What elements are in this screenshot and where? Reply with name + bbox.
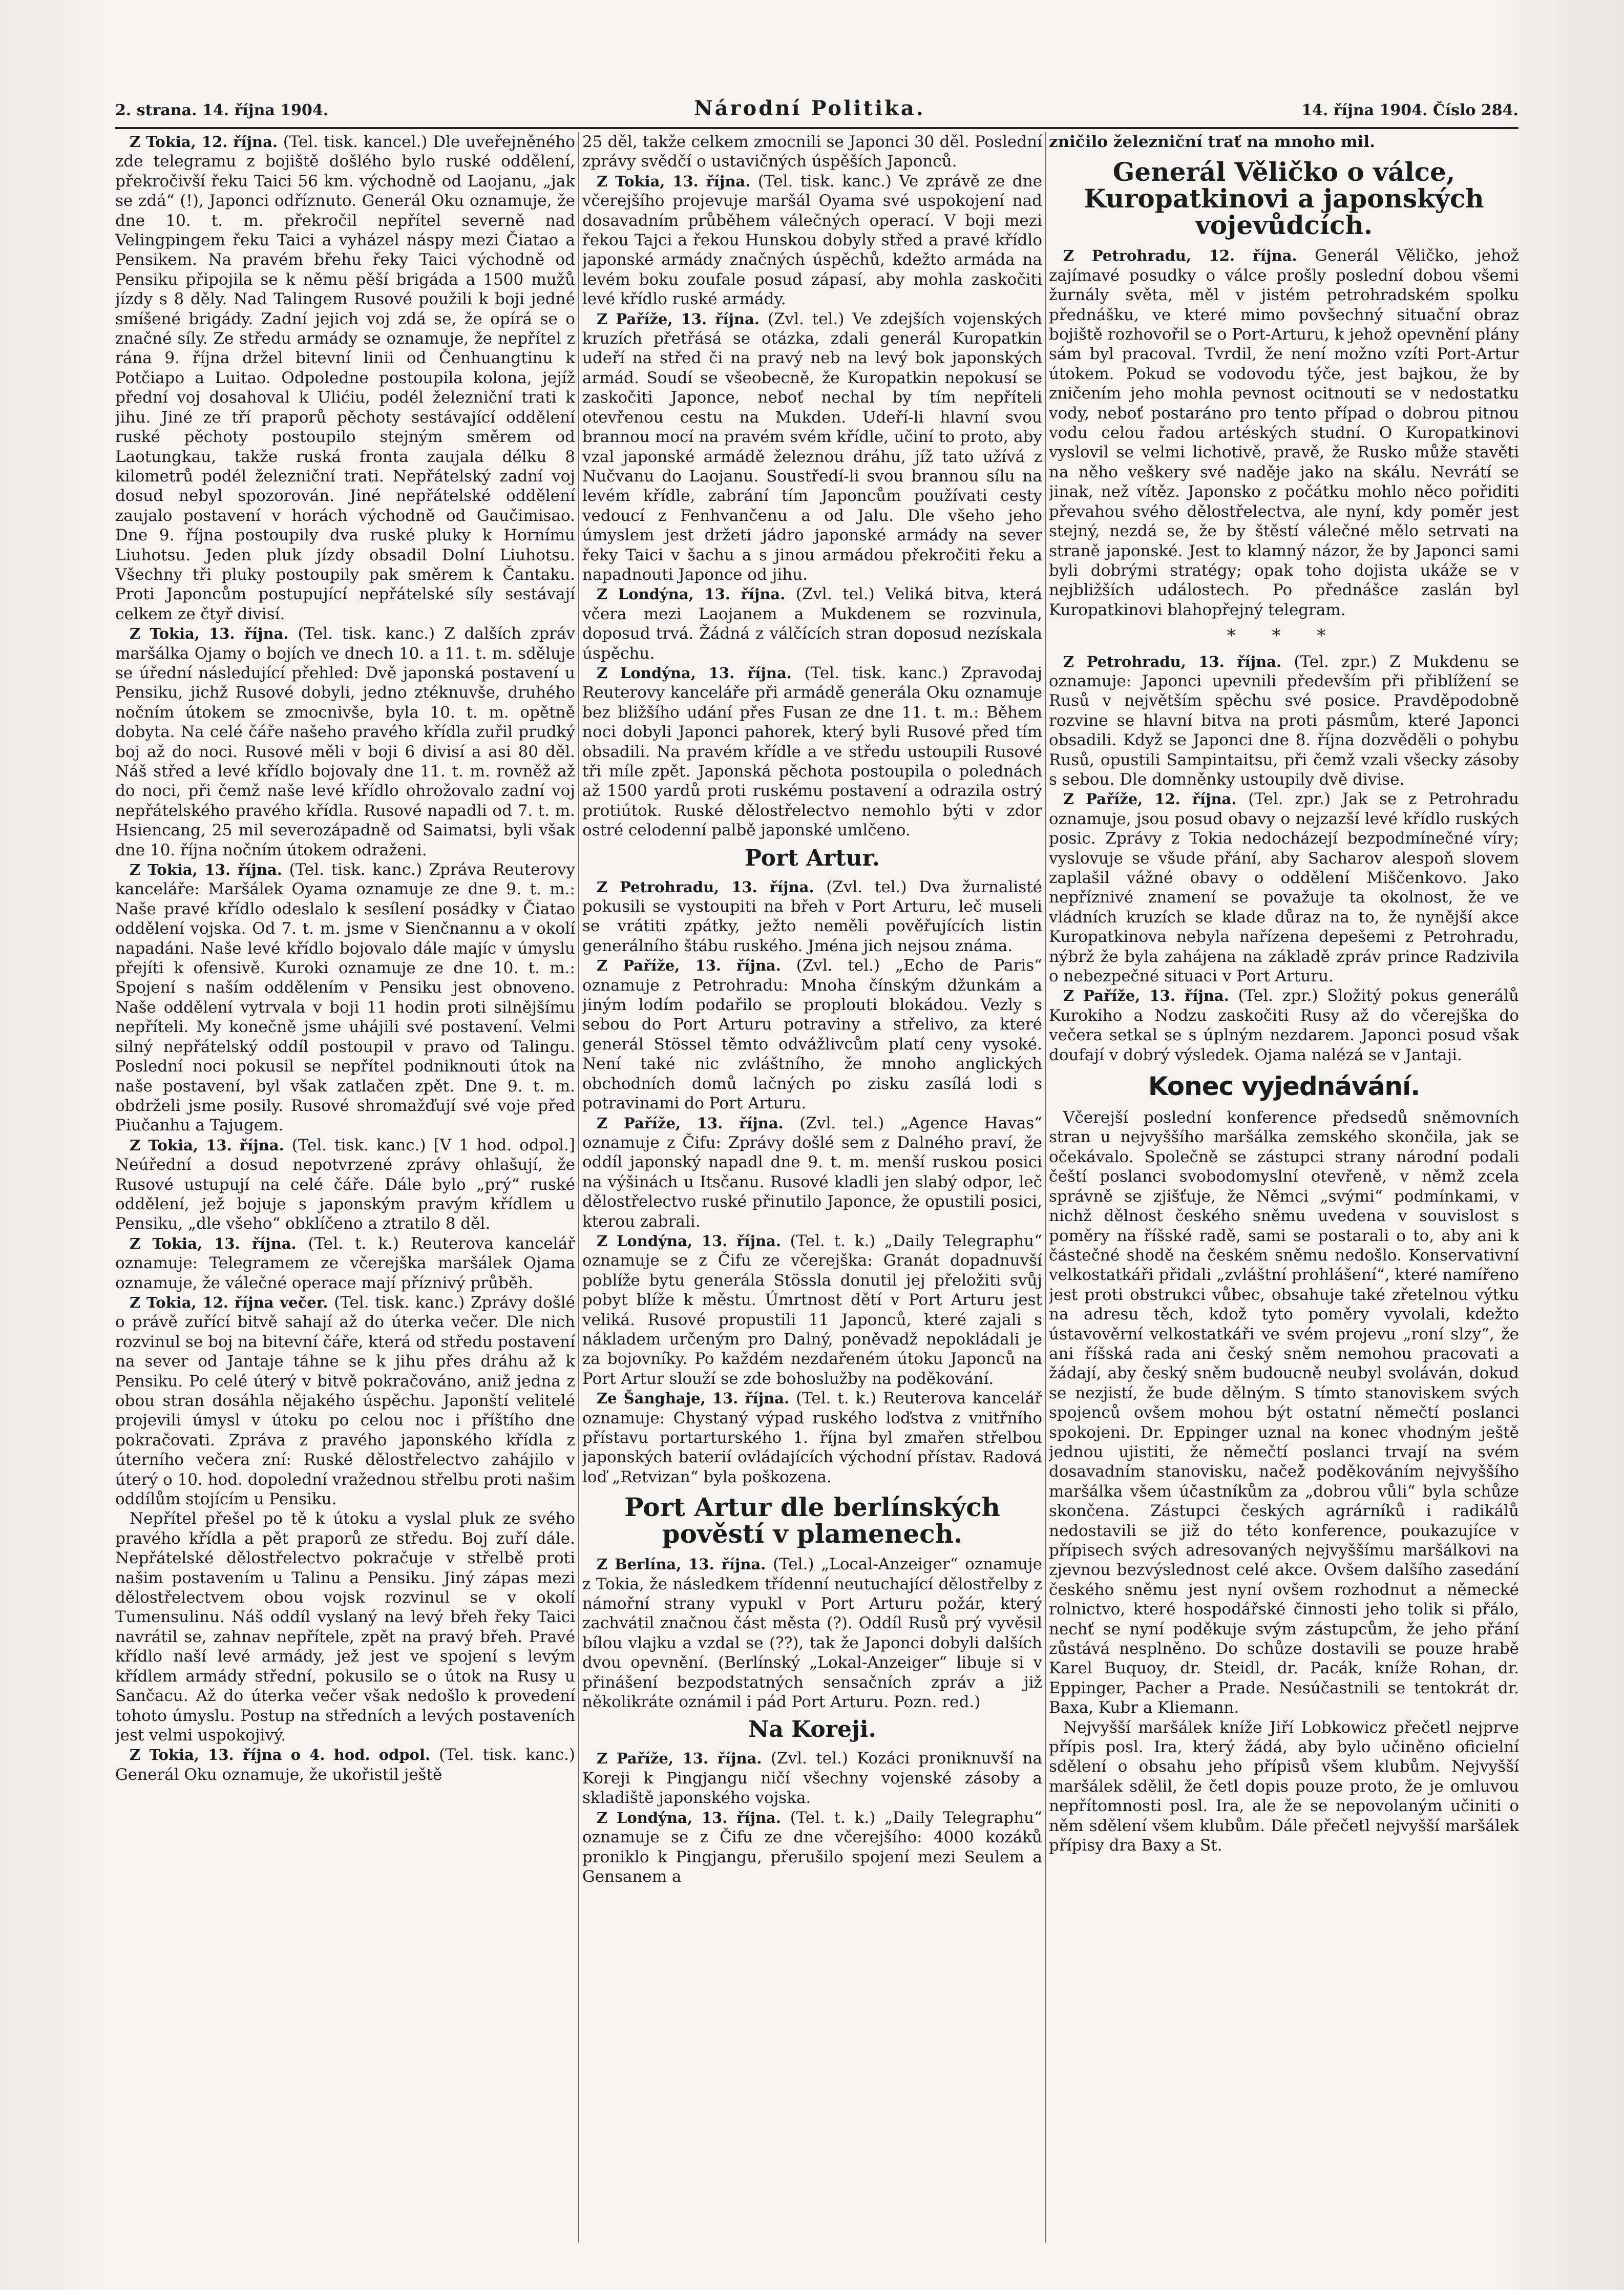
article-paragraph (1049, 246, 1519, 620)
dateline: Z Londýna, 13. října. (597, 1232, 781, 1250)
paragraph-text: (Tel. tisk. kanc.) Generál Oku oznamuje, že ukořistil ještě (115, 1746, 575, 1784)
article-paragraph (115, 1136, 575, 1234)
article-paragraph: Nepřítel přešel po tě k útoku a vyslal pluk ze svého pravého křídla a pět praporů ze středu. Boj zuří dále. Nepřátelské dělostřelectvo pokračuje v střelbě proti našim postavením u Talinu a Pensiku. Jiný zápas mezi dělostřelectvem obou vojsk rozvinul se v okolí Tumensulinu. Náš oddíl vyslaný na levý břeh řeky Taici navrátil se, zahnav nepřítele, zpět na pravý břeh. Pravé křídlo naší levé armády, jež jest ve spojení s levým křídlem armády střední, pokusilo se o útok na Rusy u Sančacu. Až do úterka večer však nedošlo k provedení tohoto úmyslu. Postup na středních a levých postaveních jest velmi uspokojivý. (115, 1509, 575, 1745)
article-paragraph (582, 1808, 1042, 1887)
article-paragraph (115, 860, 575, 1136)
article-paragraph (582, 172, 1042, 309)
section-heading: Port Artur dle berlínských pověstí v plamenech. (624, 1492, 1001, 1549)
paragraph-text: (Zvl. tel.) Veliká bitva, která včera mezi Laojanem a Mukdenem se rozvinula, doposud trvá. Žádná z válčících stran doposud nezískala úspěchu. (582, 585, 1042, 663)
dateline: Z Berlína, 13. října. (597, 1556, 766, 1573)
paragraph-text: (Tel. tisk. kanc.) Zprávy došlé o právě zuřící bitvě sahají až do úterka večer. Dle nich rozvinul se boj na bitevní čáře, která od středu postavení na sever od Jantaje táhne se k jihu přes dráhu až k Pensiku. Po celé úterý v bitvě pokračováno, aniž jedna z obou stran dosáhla nějakého úspěchu. Japonští velitelé projevili úmysl v útoku po celou noc i příštího dne pokračovati. Zpráva z pravého japonského křídla z úterního večera zní: Ruské dělostřelectvo zahájilo v úterý o 10. hod. dopolední vražednou střelbu proti našim oddílům stojícím u Pensiku. (115, 1293, 575, 1509)
paragraph-text: (Zvl. tel.) Kozáci proniknuvší na Koreji k Pingjangu ničí všechny vojenské zásoby a skladiště japonského vojska. (582, 1749, 1042, 1808)
article-paragraph (115, 132, 575, 624)
column-1 (115, 132, 575, 2247)
dateline: Z Tokia, 13. října o 4. hod. odpol. (130, 1746, 431, 1764)
article-paragraph: Včerejší poslední konference předsedů sněmovních stran u nejvyššího maršálka zemského skončila, jak se očekávalo. Společně se zástupci strany národní podali čeští poslanci svobodomyslní otevřeně, v němž zcela správně se zjišťuje, že Němci „svými“ podmínkami, v nichž dělnost českého sněmu uvedena v souvislost s poměry na říšské radě, sami se postarali o to, aby ani k částečné shodě na českém sněmu nedošlo. Konservativní velkostatkáři přidali „zvláštní prohlášení“, které namířeno jest proti obstrukci vůbec, obsahuje také zřetelnou výtku na adresu těch, kdož tyto poměry vyvolali, kdežto ústavověrní velkostatkáři ve svém projevu „roní slzy“, že ani říšská rada ani český sněm nemohou pracovati a žádají, aby český sněm budoucně neubyl svoláván, dokud se nezjistí, že bude dělným. S tímto stanoviskem svých spojenců ovšem mohou být ostatní němečtí poslanci spokojeni. Dr. Eppinger uznal na konec vhodným ještě jednou ujistiti, že němečtí poslanci trvají na svém dosavadním stanovisku, načež poděkováním nejvyššího maršálka všem účastníkům za „dobrou vůli“ byla schůze skončena. Zástupci českých agrárníků i radikálů nedostavili se již do této konference, poukazujíce v přípisech svých adresovaných nejvyššímu maršálkovi na zjevnou bezvýslednost celé akce. Ovšem dalšího zasedání českého sněmu jest nyní ovšem rozhodnut a německé rolnictvo, které hospodářské činnosti jeho tolik si přálo, nechť se nyní poděkuje svým zástupcům, že jeho přání zůstává nesplněno. Do schůze dostavili se pouze hrabě Karel Buquoy, dr. Steidl, dr. Pacák, kníže Rohan, dr. Eppinger, Pacher a Prade. Nesúčastnili se tentokrát dr. Baxa, Kubr a Kliemann. (1049, 1108, 1519, 1717)
header-rule (115, 127, 1518, 129)
paragraph-text: (Tel. tisk. kanc.) Zpráva Reuterovy kanceláře: Maršálek Oyama oznamuje ze dne 9. t. m.: Naše pravé křídlo odeslalo k sesílení posádky v Čiatao oddělení vojska. Od 7. t. m. jsme v Sienčnannu a v okolí napadáni. Naše levé křídlo bojovalo dále majíc v úmyslu přejíti k ofensivě. Kuroki oznamuje ze dne 10. t. m.: Spojení s naším oddělením v Pensiku jest obnoveno. Naše oddělení vytrvala v boji 11 hodin proti silnějšímu nepříteli. My konečně jsme uhájili své postavení. Velmi silný nepřátelský oddíl postoupil v pravo od Talingu. Poslední noci pokusil se nepřítel podniknouti útok na naše postavení, byl však zatlačen zpět. Dne 9. t. m. obdrželi jsme posily. Rusové shromažďují své voje před Piučanhu a Tajugem. (115, 860, 575, 1135)
article-paragraph (582, 1389, 1042, 1487)
column-divider (1045, 132, 1046, 2242)
paragraph-text: (Zvl. tel.) Ve zdejších vojenských kruzích přetřásá se otázka, zdali generál Kuropatkin udeří na střed či na pravý neb na levý bok japonských armád. Soudí se všeobecně, že Kuropatkin nepokusí se zaskočiti Japonce, neboť nechal by tím nepříteli otevřenou cestu na Mukden. Udeří-li hlavní svou brannou mocí na pravém svém křídle, učiní to proto, aby vzal japonské armádě železnou dráhu, jíž tato užívá z Nučvanu do Laojanu. Soustředí-li svou brannou sílu na levém křídle, zabrání tím Japoncům používati cesty vedoucí z Fenhvančenu a od Jalu. Dle všeho jeho úmyslem jest držeti jádro japonské armády na sever řeky Taici v šachu a s jinou armádou překročiti řeku a napadnouti Japonce od jihu. (582, 309, 1042, 584)
paragraph-text: (Zvl. tel.) Dva žurnalisté pokusili se vystoupiti na břeh v Port Arturu, leč museli se vrátiti zpátky, ježto neměli pověřujících listin generálního štábu ruského. Jména jich nejsou známa. (582, 877, 1042, 955)
article-paragraph (115, 1293, 575, 1509)
paragraph-text: (Tel. zpr.) Složitý pokus generálů Kurokiho a Nodzu zaskočiti Rusy až do včerejška do večera setkal se s úplným nezdarem. Japonci posud však doufají v dobrý výsledek. Ojama nalézá se v Jantaji. (1049, 986, 1519, 1064)
dateline: Z Petrohradu, 13. října. (1063, 653, 1282, 670)
paragraph-text: (Tel. zpr.) Z Mukdenu se oznamuje: Japonci upevnili především při přiblížení se Rusů v největším spěchu své posice. Pravděpodobně rozvine se hlavní bitva na proti pásmům, které Japonci obsadili. Když se Japonci dne 8. října dozvěděli o pohybu Rusů, opustili Sampintaitsu, při čemž vzali všecky zásoby s sebou. Dle domněnky ustoupily dvě divise. (1049, 652, 1519, 789)
article-paragraph (582, 1114, 1042, 1231)
paragraph-text: (Tel. t. k.) Reuterova kancelář oznamuje: Chystaný výpad ruského loďstva z vnitřního přístavu portarturského 1. října byl zmařen střelbou japonských baterií ovládajících východní přístav. Radová loď „Retvizan“ byla poškozena. (582, 1389, 1042, 1486)
article-paragraph (1049, 789, 1519, 986)
paragraph-text: (Tel. tisk. kanc.) Ve zprávě ze dne včerejšího projevuje maršál Oyama své uspokojení nad dosavadním průběhem válečných operací. V boji mezi řekou Tajci a řekou Hunskou dobyly střed a pravé křídlo japonské armády značných úspěchů, kdežto armáda na levém boku zoufale posud zápasí, aby mohla zaskočiti levé křídlo ruské armády. (582, 172, 1042, 309)
dateline: Z Paříže, 13. října. (597, 957, 781, 975)
page-header-right: 14. října 1904. Číslo 284. (1301, 101, 1518, 119)
dateline: Z Londýna, 13. října. (597, 1809, 781, 1826)
dateline: Z Tokia, 12. října. (130, 133, 278, 151)
article-paragraph (582, 1231, 1042, 1389)
article-paragraph (115, 1745, 575, 1784)
column-3 (1049, 132, 1519, 2247)
article-paragraph: Nejvyšší maršálek kníže Jiří Lobkowicz přečetl nejprve přípis posl. Ira, který žádá, aby bylo učiněno oficielní sdělení o obsahu jeho přípisů všem klubům. Nejvyšší maršálek sdělil, že četl dopis pouze proto, že je omluvou nepřítomnosti posl. Ira, ale že se nepovolaným učiniti o něm sdělení všem klubům. Dále přečetl nejvyšší maršálek přípisy dra Baxy a St. (1049, 1718, 1519, 1855)
article-paragraph (582, 309, 1042, 585)
article-paragraph (582, 584, 1042, 663)
article-paragraph (115, 1234, 575, 1293)
paragraph-text: (Tel. tisk. kancel.) Dle uveřejněného zde telegramu z bojiště došlého bylo ruské oddělení, překročivší řeku Taici 56 km. východně od Laojanu, „jak se zdá“ (!), Japonci odříznuto. Generál Oku oznamuje, že dne 10. t. m. překročil nepřítel severně nad Velingpingem řeku Taici a vyházel náspy mezi Čiatao a Pensikem. Na pravém břehu řeky Taici východně od Pensiku připojila se k němu pěší brigáda a 1500 mužů jízdy s 8 děly. Nad Talingem Rusové použili k boji jedné smíšené brigády. Zadní jejich voj zdá se, že opírá se o značné síly. Ze středu armády se oznamuje, že nepřítel z rána 9. října držel bitevní linii od Čenhuangtinu k Potčiapo a Luitao. Odpoledne postoupila kolona, jejíž přední voj dosahoval k Ulićiu, podél železniční trati k jihu. Jiné ze tří praporů pěchoty sestávající oddělení ruské pěchoty postoupilo stejným směrem od Laotungkau, takže ruská fronta zaujala délku 8 kilometrů podél železniční trati. Nepřátelský zadní voj dosud nebyl spozorován. Jiné nepřátelské oddělení zaujalo postavení v horách východně od Gaučimisao. Dne 9. října postoupily dva ruské pluky k Hornímu Liuhotsu. Jeden pluk jízdy obsadil Dolní Liuhotsu. Všechny tři pluky postoupily pak směrem k Čantaku. Proti Japoncům postupující nepřátelské síly sestávají celkem ze čtyř divisí. (115, 133, 575, 623)
paragraph-text: (Tel. tisk. kanc.) [V 1 hod. odpol.] Neúřední a dosud nepotvrzené zprávy ohlašují, že Rusové ustupují na celé čáře. Dále bylo „prý“ ruské oddělení, jež bojuje s japonským pravým křídlem u Pensiku, „dle všeho“ obklíčeno a ztratilo 8 děl. (115, 1136, 575, 1233)
dateline: Z Petrohradu, 12. října. (1063, 247, 1297, 265)
paragraph-text: (Zvl. tel.) „Echo de Paris“ oznamuje z Petrohradu: Mnoha čínským džunkám a jiným lodím podařilo se proplouti blokádou. Vezly s sebou do Port Arturu potraviny a střelivo, za které generál Stössel těmto odvážlivcům platí ceny vysoké. Není také nic zvláštního, že mnoho anglických obchodních domů lačných po zisku zasílá lodi s potravinami do Port Arturu. (582, 956, 1042, 1113)
dateline: Z Tokia, 13. října. (130, 861, 282, 879)
section-heading: Generál Věličko o válce, Kuropatkinovi a japonských vojevůdcích. (1084, 157, 1484, 241)
dateline: Z Paříže, 12. října. (1063, 790, 1237, 808)
section-heading: Konec vyjednávání. (1148, 1072, 1420, 1102)
section-heading: Port Artur. (744, 845, 880, 871)
dateline: Z Paříže, 13. října. (597, 310, 760, 328)
paragraph-text: (Tel.) „Local-Anzeiger“ oznamuje z Tokia, že následkem třídenní neutuchající dělostřelby z námořní strany vypukl v Port Arturu požár, který zachvátil značnou část města (?). Oddíl Rusů prý vyvěsil bílou vlajku a vzdal se (??), tak že Japonci dobyli dalších dvou opevnění. (Berlínský „Lokal-Anzeiger“ libuje si v přinášení bezpodstatných sensačních zpráv a již několikráte oznámil i pád Port Arturu. Pozn. red.) (582, 1555, 1042, 1712)
section-heading: Na Koreji. (748, 1716, 876, 1743)
article-paragraph: zničilo železniční trať na mnoho mil. (1049, 133, 1375, 151)
paragraph-text: Generál Věličko, jehož zajímavé posudky o válce prošly poslední dobou všemi žurnály světa, měl v jistém petrohradském spolku přednášku, ve které mimo povšechný situační obraz bojiště rozhovořil se o Port-Arturu, k jehož opevnění plány sám byl pracoval. Tvrdil, že není možno vzíti Port-Artur útokem. Pokud se vodovodu týče, jest bajkou, že by zničením jeho mohla pevnost ocitnouti se v nedostatku vody, neboť postaráno pro tento případ o dobrou pitnou vodu celou řadou artéských studní. O Kuropatkinovi vyslovil se velmi lichotivě, pravě, že Rusko může stavěti na něho veškery své naděje jako na skálu. Nevrátí se jinak, než vítěz. Japonsko z počátku mohlo něco pořiditi převahou svého dělostřelectva, ale nyní, kdy poměr jest stejný, nezdá se, že by štěstí válečné mělo setrvati na straně japonské. Jest to klamný názor, že by Japonci sami byli dobrými stratégy; opak toho dojista ukáže se v nejbližších událostech. Po přednášce zaslán byl Kuropatkinovi blahopřejný telegram. (1049, 246, 1519, 619)
dateline: Z Paříže, 13. října. (597, 1114, 784, 1132)
paragraph-text: (Tel. zpr.) Jak se z Petrohradu oznamuje, jsou posud obavy o nejzazší levé křídlo ruských posic. Zprávy z Tokia nedocházejí bezpodmínečné víry; vyslovuje se všude přání, aby Sacharov alespoň slovem zaplašil vážné obavy o oddělení Miščenkovo. Jako nepříznivé znamení se považuje ta okolnost, že ve vládních kruzích se klade důraz na to, že nynější akce Kuropatkinova nebyla nařízena depešemi z Petrohradu, nýbrž že byla zahájena na základě zpráv prince Radzivila o nebezpečné situaci v Port Arturu. (1049, 790, 1519, 986)
paragraph-text: (Tel. t. k.) Reuterova kancelář oznamuje: Telegramem ze včerejška maršálek Ojama oznamuje, že válečné operace mají příznivý průběh. (115, 1234, 575, 1292)
article-paragraph (582, 877, 1042, 956)
article-paragraph (582, 1749, 1042, 1808)
column-divider (578, 132, 579, 2242)
section-separator: * * * (1227, 625, 1341, 646)
column-2 (582, 132, 1042, 2247)
article-paragraph: 25 děl, takže celkem zmocnili se Japonci 30 děl. Poslední zprávy svědčí o ustavičných úspěších Japonců. (582, 133, 1042, 171)
dateline: Z Londýna, 13. října. (597, 664, 792, 682)
page-header (115, 96, 1518, 125)
paragraph-text: (Zvl. tel.) „Agence Havas“ oznamuje z Čifu: Zprávy došlé sem z Dalného praví, že oddíl japonský napadl dne 9. t. m. menší ruskou posici na výšinách u Itsčanu. Rusové kladli jen slabý odpor, leč dělostřelectvo ruské přinutilo Japonce, že opustili posici, kterou zabrali. (582, 1114, 1042, 1231)
dateline: Z Paříže, 13. října. (1063, 987, 1229, 1005)
paragraph-text: (Tel. tisk. kanc.) Zpravodaj Reuterovy kanceláře při armádě generála Oku oznamuje bez bližšího udání přes Fusan ze dne 11. t. m.: Během noci dobyli Japonci pahorek, který byli Rusové před tím obsadili. Na pravém křídle a ve středu ustoupili Rusové tři míle zpět. Japonská pěchota postoupila o polednách až 1500 yardů proti ruskému postavení a odrazila ostrý protiútok. Ruské dělostřelectvo nemohlo býti v zdor ostré celodenní palbě japonské umlčeno. (582, 663, 1042, 840)
dateline: Ze Šanghaje, 13. října. (597, 1390, 790, 1407)
article-paragraph (582, 663, 1042, 841)
dateline: Z Londýna, 13. října. (597, 585, 786, 603)
article-paragraph (115, 624, 575, 860)
article-paragraph (582, 956, 1042, 1113)
paragraph-text: (Tel. t. k.) „Daily Telegraphu“ oznamuje se z Čifu ze včerejška: Granát dopadnuvší poblíže bytu generála Stössla donutil jej přeložiti svůj pobyt blíže k městu. Úmrtnost dětí v Port Arturu jest veliká. Rusové propustili 11 Japonců, které zajali s nákladem určeným pro Dalný, poněvadž nepokládali je za bojovníky. Po každém nezdařeném útoku Japonců na Port Artur slouží se zde bohoslužby na poděkování. (582, 1231, 1042, 1388)
paragraph-text: (Tel. t. k.) „Daily Telegraphu“ oznamuje se z Čifu ze dne včerejšího: 4000 kozáků proniklo k Pingjangu, přerušilo spojení mezi Seulem a Gensanem a (582, 1808, 1042, 1886)
paragraph-text: (Tel. tisk. kanc.) Z dalších zpráv maršálka Ojamy o bojích ve dnech 10. a 11. t. m. sděluje se úřední následující přehled: Dvě japonská postavení u Pensiku, jichž Rusové dobyli, jedno ztéknuvše, druhého nočním útokem se zmocnivše, byla 10. t. m. opětně dobyta. Na celé čáře našeho pravého křídla zuřil prudký boj až do noci. Rusové měli v boji 6 divisí a asi 80 děl. Náš střed a levé křídlo bojovaly dne 11. t. m. rovněž až do noci, při čemž naše levé křídlo ohrožovalo zadní voj nepřátelského pravého křídla. Rusové napadli od 7. t. m. Hsiencang, 25 mil severozápadně od Saimatsi, byli však dne 10. října nočním útokem odraženi. (115, 624, 575, 859)
dateline: Z Petrohradu, 13. října. (597, 878, 814, 896)
dateline: Z Tokia, 13. října. (130, 625, 289, 643)
dateline: Z Tokia, 12. října večer. (130, 1293, 328, 1311)
dateline: Z Tokia, 13. října. (130, 1234, 297, 1252)
article-paragraph (582, 1554, 1042, 1712)
masthead-title: Národní Politika. (694, 96, 925, 120)
dateline: Z Tokia, 13. října. (130, 1136, 284, 1154)
article-paragraph (1049, 986, 1519, 1065)
dateline: Z Paříže, 13. října. (597, 1750, 762, 1768)
dateline: Z Tokia, 13. října. (597, 172, 751, 190)
article-paragraph (1049, 652, 1519, 790)
page-header-left: 2. strana. 14. října 1904. (115, 101, 329, 119)
